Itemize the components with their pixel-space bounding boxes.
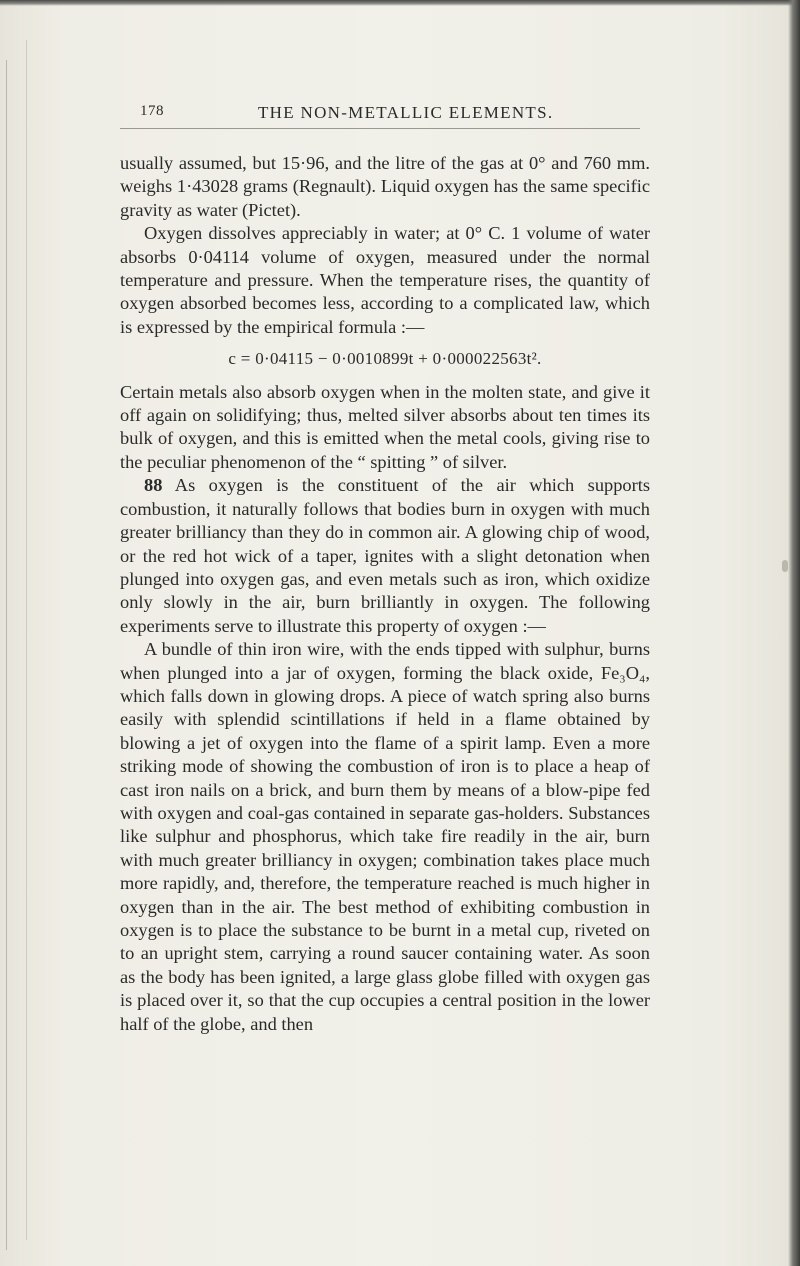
paragraph-metals: Certain metals also absorb oxygen when in the molten state, and give it off again on solidifying; thus, melted silver absorbs about ten times its bulk of oxygen, and this is emitted when the metal cools, giving rise to the peculiar phenomenon of the “ spitting ” of silver. xyxy=(120,381,650,472)
paragraph-combustion xyxy=(120,474,650,638)
paragraph-combustion-text: As oxygen is the constituent of the air which supports combustion, it naturally follows that bodies burn in oxygen with much greater brilliancy than they do in common air. A glowing chip of wood, or the red hot wick of a taper, ignites with a slight detonation when plunged into oxygen gas, and even metals such as iron, which oxidize only slowly in the air, burn brilliantly in oxygen. The following experiments serve to illustrate this property of oxygen :— xyxy=(120,475,650,636)
binding-line-inner xyxy=(26,40,27,1240)
solubility-formula: c = 0·04115 − 0·0010899t + 0·000022563t². xyxy=(228,349,542,369)
paragraph-solubility: Oxygen dissolves appreciably in water; at 0° C. 1 volume of water absorbs 0·04114 volume of oxygen, measured under the normal temperature and pressure. When the temperature rises, the quantity of oxygen absorbed becomes less, according to a complicated law, which is expressed by the empirical formula :— xyxy=(120,223,650,337)
paragraph-experiments-start: A bundle of thin iron wire, with the ends tipped with sulphur, burns when plunged into a jar of oxygen, forming the black oxide, xyxy=(120,639,650,683)
page-top-shadow xyxy=(0,0,800,6)
page-right-shadow xyxy=(788,0,800,1266)
page-number: 178 xyxy=(140,103,164,119)
body-text xyxy=(120,152,650,1036)
running-title: THE NON-METALLIC ELEMENTS. xyxy=(258,103,554,122)
iron-oxide-formula: Fe₃O₄ xyxy=(600,662,646,683)
binding-line xyxy=(6,60,7,1250)
section-number: 88 xyxy=(144,475,163,496)
paragraph-continuation: usually assumed, but 15·96, and the litre of the gas at 0° and 760 mm. weighs 1·43028 grams (Regnault). Liquid oxygen has the same specific gravity as water (Pictet). xyxy=(120,153,650,220)
header-rule xyxy=(120,128,640,129)
margin-mark xyxy=(782,560,788,572)
paragraph-experiments-end: , which falls down in glowing drops. A piece of watch spring also burns easily with splendid scintillations if held in a flame obtained by blowing a jet of oxygen into the flame of a spirit lamp. Even a more striking mode of showing the combustion of iron is to place a heap of cast iron nails on a brick, and burn them by means of a blow-pipe fed with oxygen and coal-gas contained in separate gas-holders. Substances like sulphur and phosphorus, which take fire readily in the air, burn with much greater brilliancy in oxygen; combination takes place much more rapidly, and, therefore, the temperature reached is much higher in oxygen than in the air. The best method of exhibiting combustion in oxygen is to place the substance to be burnt in a metal cup, riveted on to an upright stem, carrying a round saucer containing water. As soon as the body has been ignited, a large glass globe filled with oxygen gas is placed over it, so that the cup occupies a central position in the lower half of the globe, and then xyxy=(120,662,650,1034)
running-header xyxy=(140,103,660,131)
paragraph-experiments xyxy=(120,638,650,1036)
